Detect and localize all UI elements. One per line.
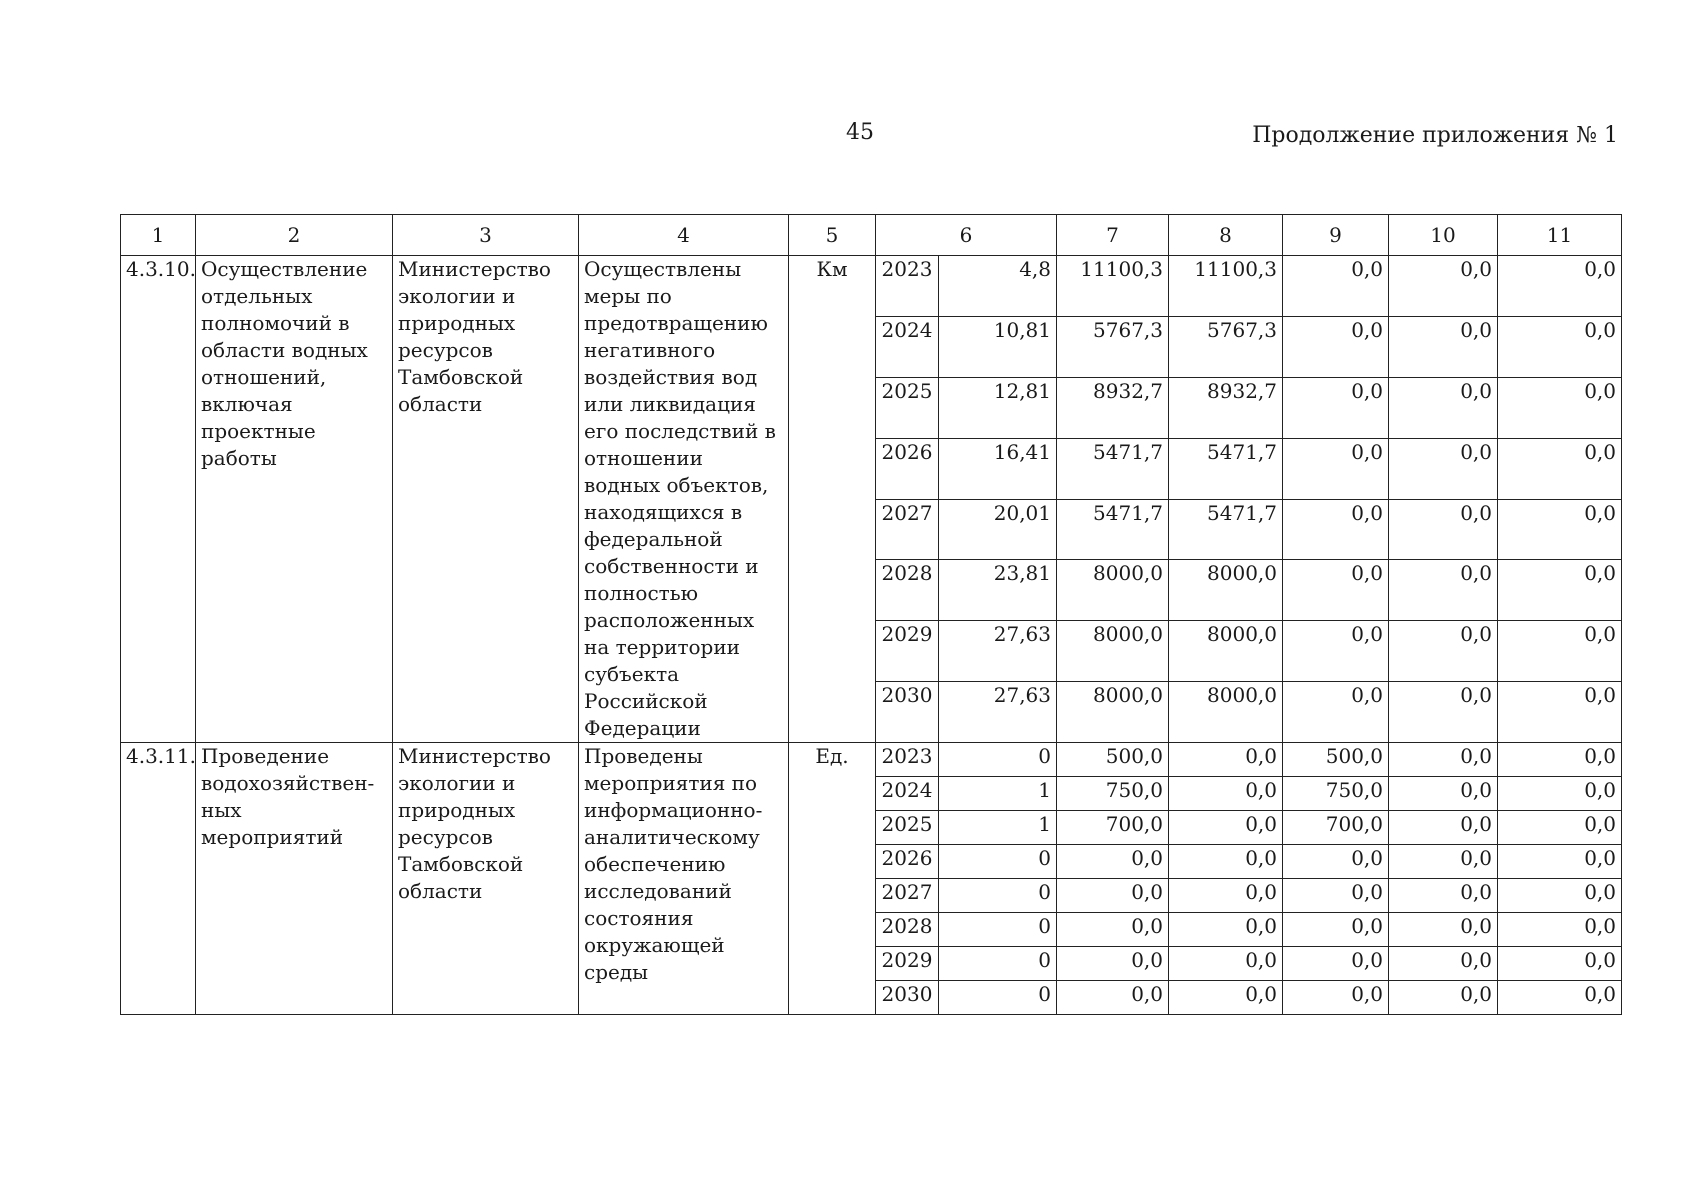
year-cell: 2030 (876, 682, 939, 743)
funding-c11: 0,0 (1498, 621, 1622, 682)
funding-c11: 0,0 (1498, 777, 1622, 811)
indicator-value: 0 (939, 845, 1057, 879)
year-cell: 2030 (876, 981, 939, 1015)
funding-c8: 0,0 (1169, 743, 1283, 777)
indicator-value: 27,63 (939, 682, 1057, 743)
funding-c7: 8000,0 (1057, 621, 1169, 682)
funding-c8: 0,0 (1169, 777, 1283, 811)
column-number: 8 (1169, 215, 1283, 256)
funding-c10: 0,0 (1389, 256, 1498, 317)
funding-c8: 0,0 (1169, 879, 1283, 913)
funding-c9: 700,0 (1283, 811, 1389, 845)
column-number-row (121, 215, 1622, 256)
funding-c10: 0,0 (1389, 499, 1498, 560)
funding-c8: 0,0 (1169, 981, 1283, 1015)
unit: Ед. (789, 743, 876, 1015)
column-number: 6 (876, 215, 1057, 256)
executor: Министерство экологии и природных ресурсов Тамбовской области (393, 743, 579, 1015)
funding-c8: 5767,3 (1169, 316, 1283, 377)
year-cell: 2029 (876, 621, 939, 682)
funding-c7: 500,0 (1057, 743, 1169, 777)
funding-c10: 0,0 (1389, 316, 1498, 377)
funding-c10: 0,0 (1389, 560, 1498, 621)
funding-c9: 0,0 (1283, 913, 1389, 947)
activity-name: Проведение водохозяйствен-ных мероприятий (196, 743, 393, 1015)
year-cell: 2027 (876, 499, 939, 560)
funding-c10: 0,0 (1389, 845, 1498, 879)
column-number: 3 (393, 215, 579, 256)
year-cell: 2024 (876, 777, 939, 811)
indicator-value: 27,63 (939, 621, 1057, 682)
column-number: 10 (1389, 215, 1498, 256)
indicator-value: 0 (939, 981, 1057, 1015)
funding-c8: 8932,7 (1169, 377, 1283, 438)
funding-c10: 0,0 (1389, 913, 1498, 947)
funding-c9: 0,0 (1283, 256, 1389, 317)
funding-c9: 0,0 (1283, 981, 1389, 1015)
indicator-value: 1 (939, 811, 1057, 845)
funding-c7: 8932,7 (1057, 377, 1169, 438)
year-cell: 2023 (876, 256, 939, 317)
funding-c10: 0,0 (1389, 621, 1498, 682)
year-cell: 2026 (876, 438, 939, 499)
indicator-value: 20,01 (939, 499, 1057, 560)
funding-c8: 0,0 (1169, 811, 1283, 845)
funding-c9: 0,0 (1283, 438, 1389, 499)
funding-c9: 0,0 (1283, 560, 1389, 621)
funding-c8: 0,0 (1169, 845, 1283, 879)
program-table (120, 214, 1622, 1015)
indicator-value: 0 (939, 743, 1057, 777)
year-cell: 2028 (876, 913, 939, 947)
funding-c10: 0,0 (1389, 377, 1498, 438)
appendix-note: Продолжение приложения № 1 (1252, 123, 1618, 148)
column-number: 1 (121, 215, 196, 256)
funding-c8: 8000,0 (1169, 560, 1283, 621)
activity-code: 4.3.10. (121, 256, 196, 743)
funding-c7: 0,0 (1057, 879, 1169, 913)
funding-c10: 0,0 (1389, 743, 1498, 777)
unit: Км (789, 256, 876, 743)
indicator-value: 4,8 (939, 256, 1057, 317)
funding-c7: 0,0 (1057, 913, 1169, 947)
funding-c9: 500,0 (1283, 743, 1389, 777)
funding-c11: 0,0 (1498, 256, 1622, 317)
indicator-value: 12,81 (939, 377, 1057, 438)
expected-result: Проведены мероприятия по информационно-аналитическому обеспечению исследований состояния окружающей среды (579, 743, 789, 1015)
funding-c9: 0,0 (1283, 621, 1389, 682)
funding-c7: 8000,0 (1057, 682, 1169, 743)
funding-c7: 0,0 (1057, 981, 1169, 1015)
funding-c9: 0,0 (1283, 845, 1389, 879)
funding-c7: 5767,3 (1057, 316, 1169, 377)
expected-result: Осуществлены меры по предотвращению негативного воздействия вод или ликвидация его последствий в отношении водных объектов, находящихся в федеральной собственности и полностью расположенных на территории субъекта Российской Федерации (579, 256, 789, 743)
funding-c11: 0,0 (1498, 438, 1622, 499)
activity-name: Осуществление отдельных полномочий в области водных отношений, включая проектные работы (196, 256, 393, 743)
funding-c11: 0,0 (1498, 879, 1622, 913)
funding-c10: 0,0 (1389, 981, 1498, 1015)
executor: Министерство экологии и природных ресурсов Тамбовской области (393, 256, 579, 743)
funding-c11: 0,0 (1498, 560, 1622, 621)
funding-c10: 0,0 (1389, 811, 1498, 845)
page-number: 45 (846, 120, 874, 145)
funding-c11: 0,0 (1498, 947, 1622, 981)
funding-c7: 5471,7 (1057, 499, 1169, 560)
year-cell: 2029 (876, 947, 939, 981)
funding-c8: 0,0 (1169, 913, 1283, 947)
year-cell: 2025 (876, 377, 939, 438)
funding-c7: 11100,3 (1057, 256, 1169, 317)
column-number: 9 (1283, 215, 1389, 256)
funding-c8: 0,0 (1169, 947, 1283, 981)
funding-c11: 0,0 (1498, 913, 1622, 947)
funding-c7: 0,0 (1057, 845, 1169, 879)
funding-c7: 750,0 (1057, 777, 1169, 811)
funding-c11: 0,0 (1498, 682, 1622, 743)
funding-c10: 0,0 (1389, 879, 1498, 913)
year-cell: 2027 (876, 879, 939, 913)
year-cell: 2028 (876, 560, 939, 621)
indicator-value: 0 (939, 879, 1057, 913)
funding-c8: 8000,0 (1169, 621, 1283, 682)
funding-c7: 8000,0 (1057, 560, 1169, 621)
funding-c9: 0,0 (1283, 682, 1389, 743)
funding-c10: 0,0 (1389, 947, 1498, 981)
funding-c7: 700,0 (1057, 811, 1169, 845)
funding-c9: 0,0 (1283, 499, 1389, 560)
indicator-value: 1 (939, 777, 1057, 811)
year-cell: 2025 (876, 811, 939, 845)
column-number: 5 (789, 215, 876, 256)
funding-c9: 0,0 (1283, 879, 1389, 913)
year-cell: 2024 (876, 316, 939, 377)
table-body (121, 215, 1622, 1015)
funding-c8: 5471,7 (1169, 499, 1283, 560)
funding-c9: 0,0 (1283, 947, 1389, 981)
column-number: 11 (1498, 215, 1622, 256)
funding-c10: 0,0 (1389, 438, 1498, 499)
funding-c7: 5471,7 (1057, 438, 1169, 499)
funding-c11: 0,0 (1498, 981, 1622, 1015)
funding-c11: 0,0 (1498, 316, 1622, 377)
funding-c11: 0,0 (1498, 811, 1622, 845)
funding-c9: 0,0 (1283, 316, 1389, 377)
column-number: 4 (579, 215, 789, 256)
funding-c7: 0,0 (1057, 947, 1169, 981)
year-cell: 2023 (876, 743, 939, 777)
funding-c8: 11100,3 (1169, 256, 1283, 317)
year-cell: 2026 (876, 845, 939, 879)
indicator-value: 0 (939, 947, 1057, 981)
funding-c8: 5471,7 (1169, 438, 1283, 499)
funding-c9: 750,0 (1283, 777, 1389, 811)
indicator-value: 23,81 (939, 560, 1057, 621)
indicator-value: 16,41 (939, 438, 1057, 499)
indicator-value: 0 (939, 913, 1057, 947)
funding-c10: 0,0 (1389, 682, 1498, 743)
funding-c11: 0,0 (1498, 845, 1622, 879)
column-number: 7 (1057, 215, 1169, 256)
funding-c11: 0,0 (1498, 377, 1622, 438)
indicator-value: 10,81 (939, 316, 1057, 377)
funding-c10: 0,0 (1389, 777, 1498, 811)
funding-c11: 0,0 (1498, 499, 1622, 560)
column-number: 2 (196, 215, 393, 256)
funding-c8: 8000,0 (1169, 682, 1283, 743)
funding-c9: 0,0 (1283, 377, 1389, 438)
table-row (121, 743, 1622, 777)
activity-code: 4.3.11. (121, 743, 196, 1015)
funding-c11: 0,0 (1498, 743, 1622, 777)
table-row (121, 256, 1622, 317)
